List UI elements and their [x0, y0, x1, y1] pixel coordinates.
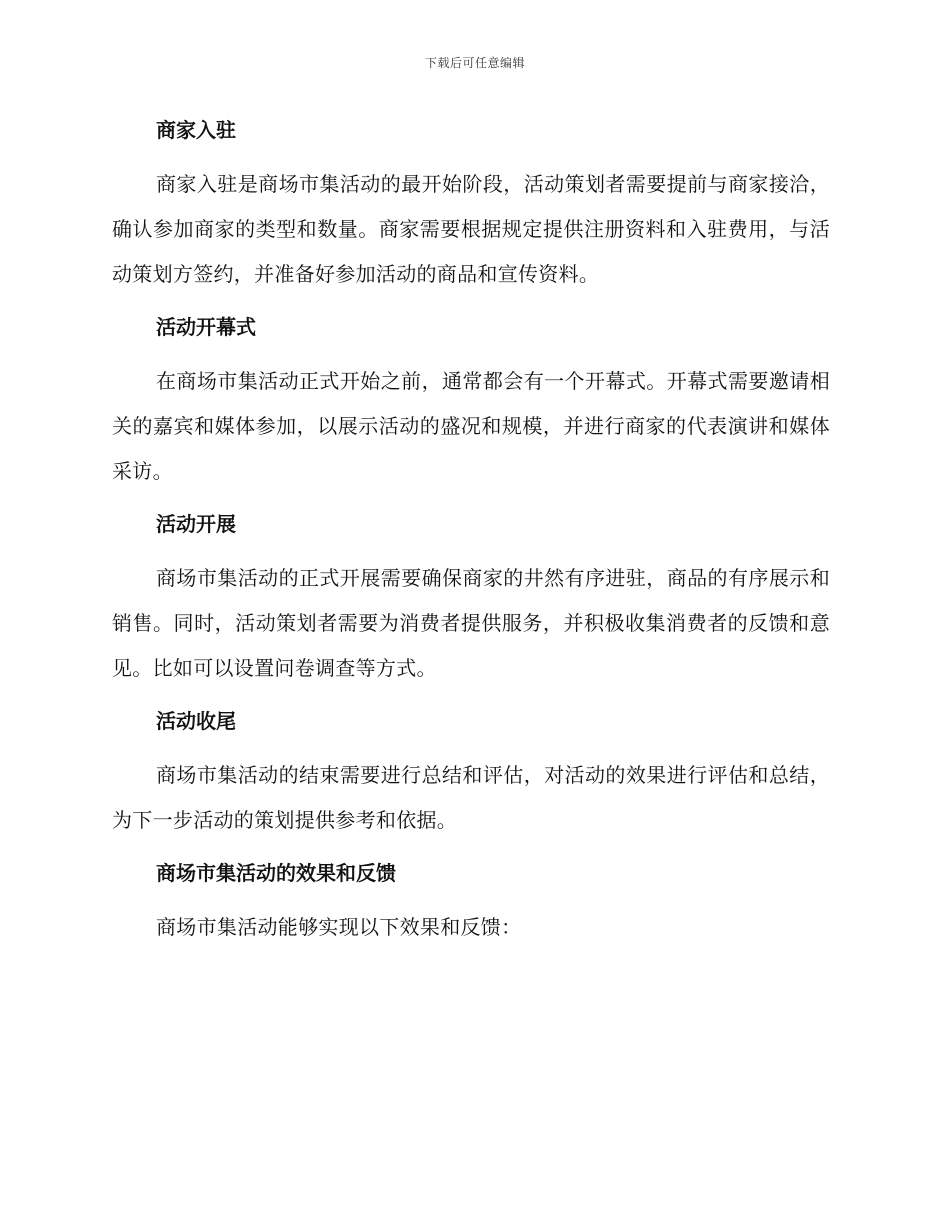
section-paragraph-opening-ceremony: 在商场市集活动正式开始之前，通常都会有一个开幕式。开幕式需要邀请相关的嘉宾和媒体参加，以展示活动的盛况和规模，并进行商家的代表演讲和媒体采访。	[112, 369, 830, 483]
section-heading-activity-closing: 活动收尾	[156, 709, 236, 733]
section-heading-activity-conduct: 活动开展	[156, 512, 236, 536]
section-paragraph-merchant-entry: 商家入驻是商场市集活动的最开始阶段，活动策划者需要提前与商家接洽，确认参加商家的类型和数量。商家需要根据规定提供注册资料和入驻费用，与活动策划方签约，并准备好参加活动的商品和宣传资料。	[112, 172, 830, 286]
section-paragraph-activity-conduct: 商场市集活动的正式开展需要确保商家的井然有序进驻，商品的有序展示和销售。同时，活动策划者需要为消费者提供服务，并积极收集消费者的反馈和意见。比如可以设置问卷调查等方式。	[112, 566, 830, 680]
section-heading-opening-ceremony: 活动开幕式	[156, 315, 256, 339]
document-body	[112, 112, 830, 962]
section-heading-effects-feedback: 商场市集活动的效果和反馈	[156, 861, 396, 885]
section-paragraph-activity-closing: 商场市集活动的结束需要进行总结和评估，对活动的效果进行评估和总结，为下一步活动的策划提供参考和依据。	[112, 763, 830, 832]
section-paragraph-effects-feedback: 商场市集活动能够实现以下效果和反馈：	[156, 915, 522, 939]
header-note: 下载后可任意编辑	[424, 56, 525, 70]
section-heading-merchant-entry: 商家入驻	[156, 118, 236, 142]
